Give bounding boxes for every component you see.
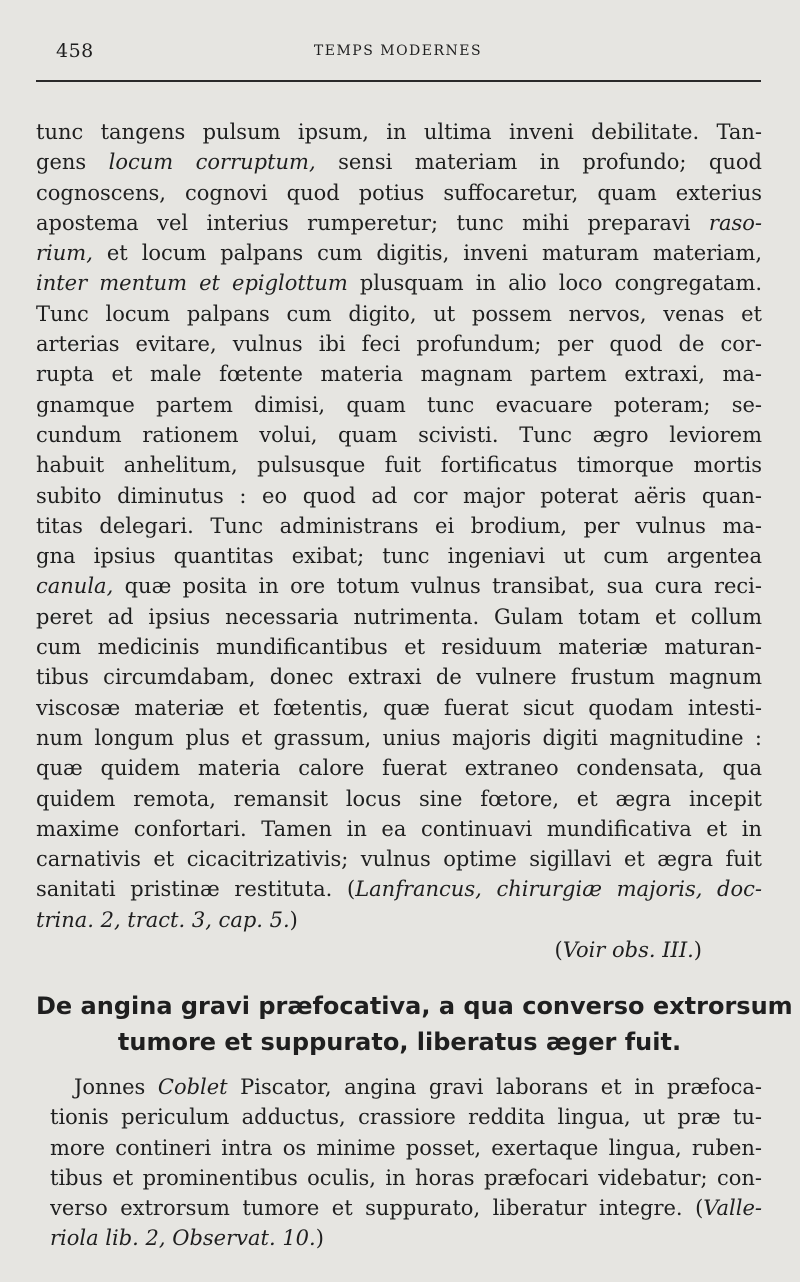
italic-text: raso- [708,210,762,235]
text-run: cognoscens, cognovi quod potius suffocaretur, quam exterius [36,180,762,205]
text-line [36,359,762,389]
paragraph-1 [36,117,762,965]
text-line [50,1163,762,1193]
text-run: gna ipsius quantitas exibat; tunc ingeniavi ut cum argentea [36,544,762,569]
text-run: tunc tangens pulsum ipsum, in ultima inveni debilitate. Tan- [36,120,762,144]
italic-text: rium, [36,241,93,266]
text-line [36,541,762,571]
text-run: Jonnes [74,1075,158,1099]
text-line [36,420,762,450]
text-run: maxime confortari. Tamen in ea continuavi mundificativa et in [36,816,762,841]
text-line [36,299,762,329]
text-line [50,1072,762,1102]
text-run: titas delegari. Tunc administrans ei brodium, per vulnus ma- [36,513,762,538]
text-run: plusquam in alio loco congregatam. [347,271,762,296]
running-head: TEMPS MODERNES [313,43,483,59]
text-line [36,208,762,238]
italic-text: riola lib. 2, Observat. 10. [50,1226,316,1251]
text-run: habuit anhelitum, pulsusque fuit fortificatus timorque mortis [36,453,762,478]
text-run: cum medicinis mundificantibus et residuum materiæ maturan- [36,635,762,660]
text-run: ) [315,1226,324,1251]
text-run: num longum plus et grassum, unius majoris digiti magnitudine : [36,725,762,750]
text-line [36,329,762,359]
text-run: sensi materiam in profundo; quod [315,150,762,175]
text-line [36,450,762,480]
text-line [50,1133,762,1163]
text-run: Piscator, angina gravi laborans et in præfoca- [227,1075,762,1099]
text-line [50,1193,762,1223]
text-line [36,844,762,874]
italic-text: Coblet [157,1075,228,1099]
text-run: quidem remota, remansit locus sine fœtore, et ægra incepit [36,786,762,811]
text-line [36,117,762,147]
italic-text: trina. 2, tract. 3, cap. 5. [36,907,290,932]
text-run: subito diminutus : eo quod ad cor major poterat aëris quan- [36,483,762,508]
text-line [36,511,762,541]
italic-text: Valle- [703,1196,762,1221]
text-run: verso extrorsum tumore et suppurato, liberatur integre. ( [50,1196,704,1221]
text-run: rupta et male fœtente materia magnam partem extraxi, ma- [36,362,762,387]
section-heading [36,988,793,1060]
text-run: gens [36,150,109,175]
text-run: gnamque partem dimisi, quam tunc evacuare poteram; se- [36,392,762,417]
page-header [36,38,760,64]
section-heading-line: tumore et suppurato, liberatus æger fuit. [117,1028,682,1056]
text-run: apostema vel interius rumperetur; tunc mihi preparavi [36,210,709,235]
paragraph-2 [50,1072,762,1254]
text-run: more contineri intra os minime posset, exertaque lingua, ruben- [50,1135,762,1160]
text-line [36,147,762,177]
text-run: quæ posita in ore totum vulnus transibat, sua cura reci- [113,574,762,599]
page-number: 458 [56,40,94,62]
text-line [36,632,762,662]
text-line [36,571,762,601]
text-line [50,1102,762,1132]
text-line [36,390,762,420]
text-line [36,693,762,723]
text-run: arterias evitare, vulnus ibi feci profundum; per quod de cor- [36,332,762,357]
text-run: ) [289,907,298,932]
text-line [36,814,762,844]
text-run: tibus circumdabam, donec extraxi de vulnere frustum magnum [36,665,762,690]
text-line [36,662,762,692]
italic-text: locum corruptum, [108,150,316,175]
text-line [36,753,762,783]
text-run: peret ad ipsius necessaria nutrimenta. Gulam totam et collum [36,604,762,629]
text-line [36,784,762,814]
text-line [36,874,762,904]
text-line [36,238,762,268]
text-line [36,905,762,935]
section-heading-line: De angina gravi præfocativa, a qua converso extrorsum [36,992,793,1020]
header-rule [36,80,761,82]
text-run: ) [693,938,702,963]
italic-text: canula, [36,574,114,599]
text-line [36,178,762,208]
italic-text: Lanfrancus, chirurgiæ majoris, doc- [355,877,762,902]
italic-text: inter mentum et epiglottum [36,271,348,296]
italic-text: Voir obs. III. [562,938,694,963]
text-line [36,602,762,632]
text-run: tionis periculum adductus, crassiore reddita lingua, ut præ tu- [50,1105,762,1130]
text-run: ( [554,938,563,963]
text-line [50,1223,762,1253]
text-run: cundum rationem volui, quam scivisti. Tunc ægro leviorem [36,422,762,447]
text-run: et locum palpans cum digitis, inveni maturam materiam, [92,241,762,266]
text-run: viscosæ materiæ et fœtentis, quæ fuerat sicut quodam intesti- [36,695,762,720]
text-run: sanitati pristinæ restituta. ( [36,877,356,902]
text-run: Tunc locum palpans cum digito, ut possem nervos, venas et [36,301,762,326]
cross-reference [36,935,762,965]
text-run: quæ quidem materia calore fuerat extraneo condensata, qua [36,756,762,781]
text-line [36,723,762,753]
text-line [36,268,762,298]
text-line [36,481,762,511]
text-run: carnativis et cicacitrizativis; vulnus optime sigillavi et ægra fuit [36,847,762,872]
text-run: tibus et prominentibus oculis, in horas præfocari videbatur; con- [50,1165,762,1190]
